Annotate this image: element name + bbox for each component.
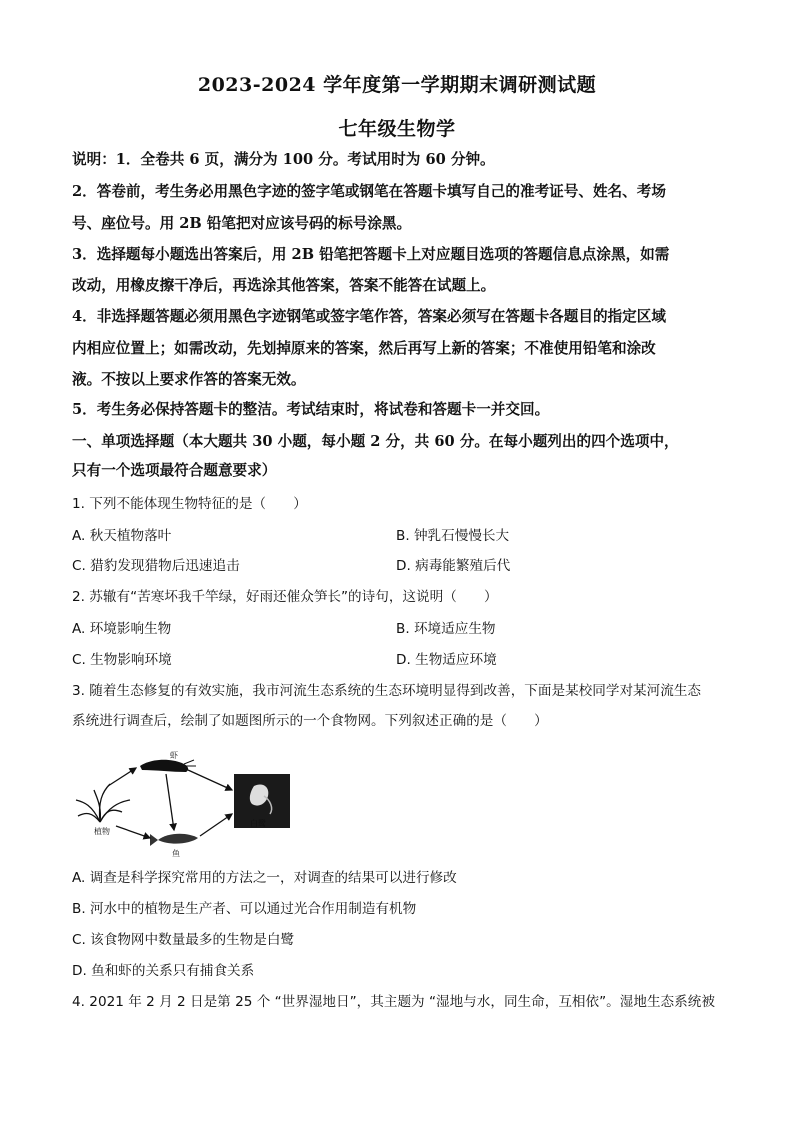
question-3-option-c: C. 该食物网中数量最多的生物是白鹭 — [72, 932, 295, 948]
question-1-option-c: C. 猎豹发现猎物后迅速追击 — [72, 558, 240, 574]
question-2-option-d: D. 生物适应环境 — [396, 652, 497, 668]
instruction-line: 说明：1．全卷共 6 页，满分为 100 分。考试用时为 60 分钟。 — [72, 151, 495, 168]
question-1-option-b: B. 钟乳石慢慢长大 — [396, 528, 510, 544]
question-3-stem: 3. 随着生态修复的有效实施，我市河流生态系统的生态环境明显得到改善，下面是某校同学对某河流生态 — [72, 683, 702, 699]
plant-icon — [76, 784, 130, 822]
shrimp-icon — [140, 760, 196, 772]
food-web-figure — [72, 750, 302, 860]
instruction-line: 2．答卷前，考生务必用黑色字迹的签字笔或钢笔在答题卡填写自己的准考证号、姓名、考场 — [72, 183, 666, 200]
question-3-option-a: A. 调查是科学探究常用的方法之一，对调查的结果可以进行修改 — [72, 870, 457, 886]
exam-title: 2023-2024 学年度第一学期期末调研测试题 — [197, 74, 597, 96]
arrow-plant-to-shrimp — [108, 768, 136, 786]
instruction-line: 液。不按以上要求作答的答案无效。 — [72, 371, 306, 388]
arrow-shrimp-to-egret — [188, 770, 232, 790]
fish-icon — [150, 834, 198, 846]
instruction-line: 号、座位号。用 2B 铅笔把对应该号码的标号涂黑。 — [72, 215, 412, 232]
question-1-stem: 1. 下列不能体现生物特征的是（ ） — [72, 496, 307, 512]
instruction-line: 改动，用橡皮擦干净后，再选涂其他答案，答案不能答在试题上。 — [72, 277, 496, 294]
shrimp-label: 虾 — [170, 751, 178, 760]
question-4-stem: 4. 2021 年 2 月 2 日是第 25 个 “世界湿地日”，其主题为 “湿地与水，同生命，互相依”。湿地生态系统被 — [72, 994, 715, 1010]
instruction-line: 5．考生务必保持答题卡的整洁。考试结束时，将试卷和答题卡一并交回。 — [72, 401, 550, 418]
egret-label: 白鹭 — [250, 819, 266, 828]
instruction-line: 内相应位置上；如需改动，先划掉原来的答案，然后再写上新的答案；不准使用铅笔和涂改 — [72, 340, 656, 357]
question-1-option-a: A. 秋天植物落叶 — [72, 528, 172, 544]
question-3-stem: 系统进行调查后，绘制了如题图所示的一个食物网。下列叙述正确的是（ ） — [72, 713, 548, 729]
arrow-plant-to-fish — [116, 826, 150, 838]
question-3-option-b: B. 河水中的植物是生产者、可以通过光合作用制造有机物 — [72, 901, 417, 917]
plant-label: 植物 — [94, 827, 110, 836]
section-heading: 只有一个选项最符合题意要求） — [72, 462, 277, 479]
question-2-option-c: C. 生物影响环境 — [72, 652, 172, 668]
instruction-line: 3．选择题每小题选出答案后，用 2B 铅笔把答题卡上对应题目选项的答题信息点涂黑，如需 — [72, 246, 670, 263]
arrow-shrimp-to-fish — [166, 774, 174, 830]
question-3-option-d: D. 鱼和虾的关系只有捕食关系 — [72, 963, 255, 979]
instruction-line: 4．非选择题答题必须用黑色字迹钢笔或签字笔作答，答案必须写在答题卡各题目的指定区域 — [72, 308, 666, 325]
question-2-option-a: A. 环境影响生物 — [72, 621, 172, 637]
arrow-fish-to-egret — [200, 814, 232, 836]
question-1-option-d: D. 病毒能繁殖后代 — [396, 558, 511, 574]
exam-subtitle: 七年级生物学 — [338, 118, 456, 140]
question-2-stem: 2. 苏辙有“苦寒坏我千竿绿，好雨还催众笋长”的诗句，这说明（ ） — [72, 589, 498, 605]
fish-label: 鱼 — [172, 849, 180, 858]
section-heading: 一、单项选择题（本大题共 30 小题，每小题 2 分，共 60 分。在每小题列出的四个选项中， — [72, 433, 679, 450]
question-2-option-b: B. 环境适应生物 — [396, 621, 496, 637]
